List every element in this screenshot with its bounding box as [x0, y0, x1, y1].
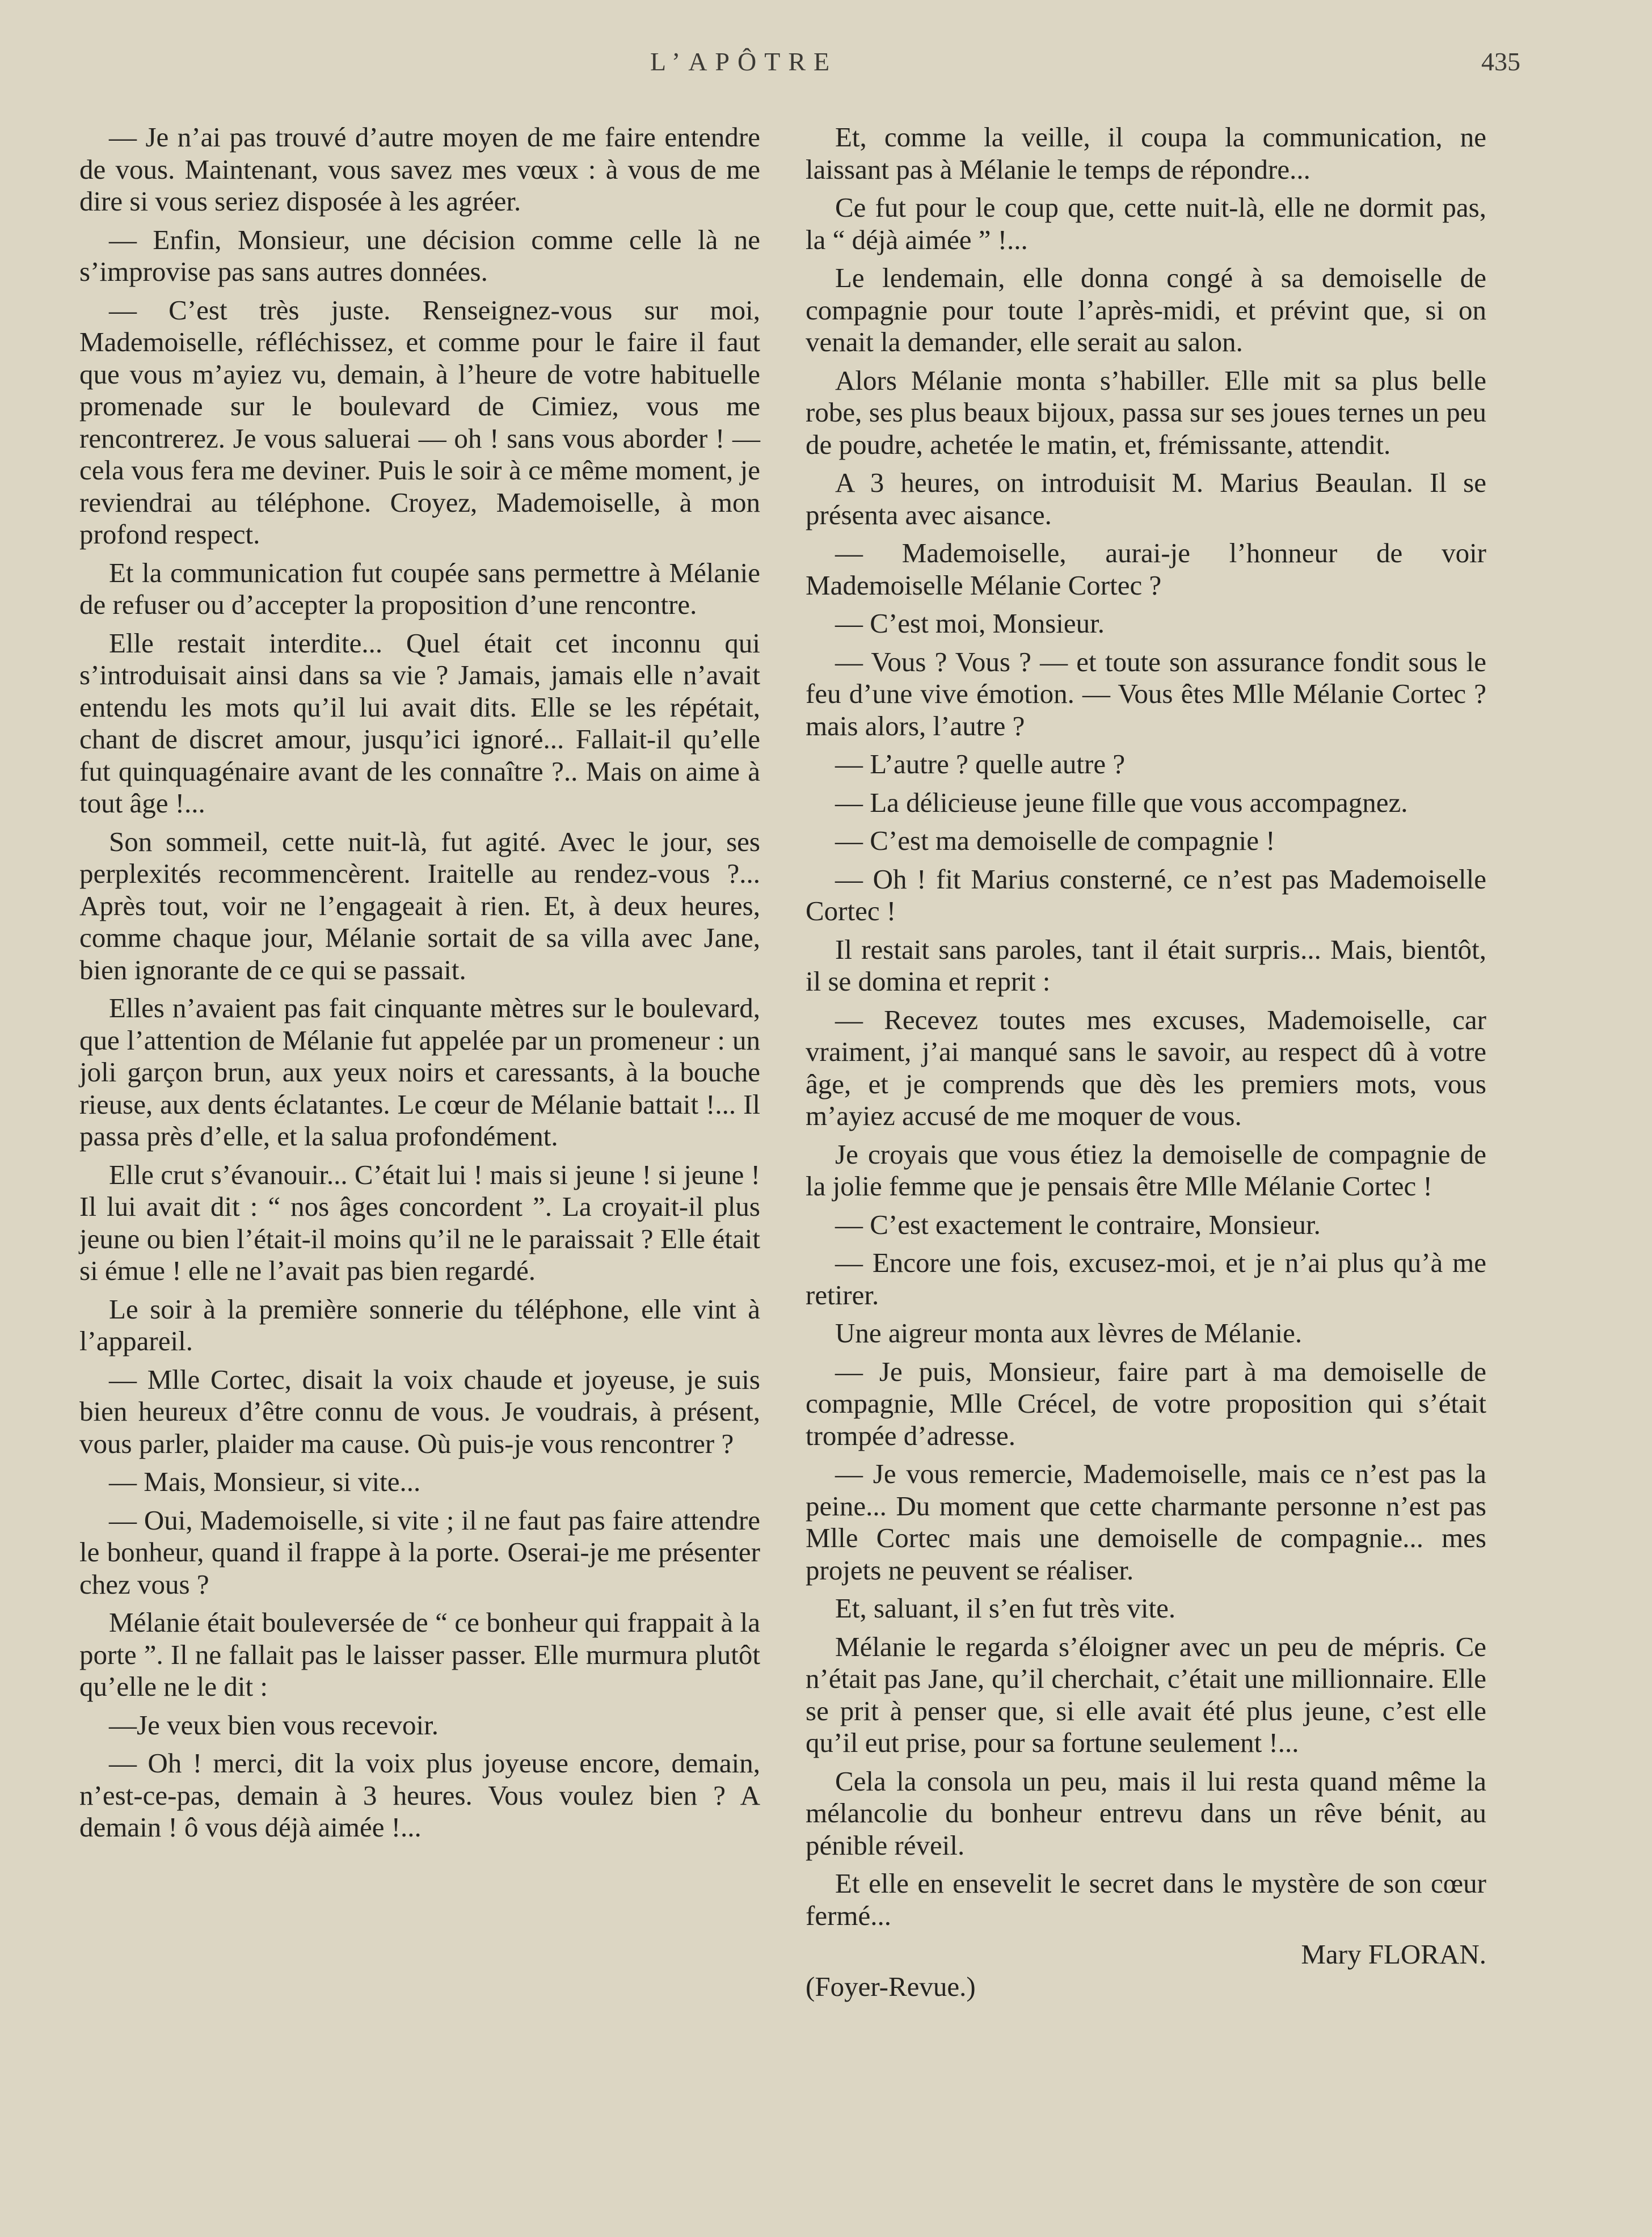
author-signature: Mary FLORAN.: [1301, 1939, 1486, 1970]
paragraph: Le soir à la première sonnerie du téléphone, elle vint à l’appareil.: [79, 1293, 760, 1356]
paragraph: Elles n’avaient pas fait cinquante mètres sur le boulevard, que l’attention de Mélanie fut appelée par un promeneur : un joli garçon brun, aux yeux noirs et caressants, à la bouche rieuse, aux dents éclatantes. Le cœur de Mélanie battait !... Il passa près d’elle, et la salua profondément.: [79, 992, 760, 1152]
paragraph: Ce fut pour le coup que, cette nuit-là, elle ne dormit pas, la “ déjà aimée ” !...: [806, 192, 1486, 255]
paragraph: — C’est très juste. Renseignez-vous sur moi, Mademoiselle, réfléchissez, et comme pour le faire il faut que vous m’ayiez vu, demain, à l’heure de votre habituelle promenade sur le boulevard de Cimiez, vous me rencontrerez. Je vous saluerai — oh ! sans vous aborder ! — cela vous fera me deviner. Puis le soir à ce même moment, je reviendrai au téléphone. Croyez, Mademoiselle, à mon profond respect.: [79, 294, 760, 550]
paragraph: — Enfin, Monsieur, une décision comme celle là ne s’improvise pas sans autres données.: [79, 224, 760, 287]
paragraph: — Mademoiselle, aurai-je l’honneur de voir Mademoiselle Mélanie Cortec ?: [806, 537, 1486, 601]
paragraph: Mélanie le regarda s’éloigner avec un peu de mépris. Ce n’était pas Jane, qu’il cherchait, c’était une millionnaire. Elle se prit à penser que, si elle avait été plus jeune, c’est elle qu’il eut prise, pour sa fortune seulement !...: [806, 1631, 1486, 1758]
paragraph: — Je puis, Monsieur, faire part à ma demoiselle de compagnie, Mlle Crécel, de votre proposition qui s’était trompée d’adresse.: [806, 1355, 1486, 1451]
page-number: 435: [1481, 47, 1520, 76]
paragraph: Mélanie était bouleversée de “ ce bonheur qui frappait à la porte ”. Il ne fallait pas le laisser passer. Elle murmura plutôt qu’elle ne le dit :: [79, 1607, 760, 1702]
paragraph: Je croyais que vous étiez la demoiselle de compagnie de la jolie femme que je pensais être Mlle Mélanie Cortec !: [806, 1138, 1486, 1202]
paragraph: —Je veux bien vous recevoir.: [109, 1709, 439, 1741]
right-column: [806, 121, 1486, 2003]
paragraph: Le lendemain, elle donna congé à sa demoiselle de compagnie pour toute l’après-midi, et prévint que, si on venait la demander, elle serait au salon.: [806, 262, 1486, 357]
paragraph: — L’autre ? quelle autre ?: [835, 748, 1126, 780]
paragraph: Alors Mélanie monta s’habiller. Elle mit sa plus belle robe, ses plus beaux bijoux, passa sur ses joues ternes un peu de poudre, achetée le matin, et, frémissante, attendit.: [806, 364, 1486, 460]
paragraph: — Oui, Mademoiselle, si vite ; il ne faut pas faire attendre le bonheur, quand il frappe à la porte. Oserai-je me présenter chez vous ?: [79, 1504, 760, 1600]
paragraph: Elle crut s’évanouir... C’était lui ! mais si jeune ! si jeune ! Il lui avait dit : “ nos âges concordent ”. La croyait-il plus jeune ou bien l’était-il moins qu’il ne le paraissait ? Elle était si émue ! elle ne l’avait pas bien regardé.: [79, 1158, 760, 1286]
paragraph: — Je vous remercie, Mademoiselle, mais ce n’est pas la peine... Du moment que cette charmante personne n’est pas Mlle Cortec mais une demoiselle de compagnie... mes projets ne peuvent se réaliser.: [806, 1458, 1486, 1586]
paragraph: Et elle en ensevelit le secret dans le mystère de son cœur fermé...: [806, 1868, 1486, 1931]
paragraph: — Vous ? Vous ? — et toute son assurance fondit sous le feu d’une vive émotion. — Vous êtes Mlle Mélanie Cortec ? mais alors, l’autre ?: [806, 646, 1486, 742]
paragraph: Son sommeil, cette nuit-là, fut agité. Avec le jour, ses perplexités recommencèrent. Iraitelle au rendez-vous ?... Après tout, voir ne l’engageait à rien. Et, à deux heures, comme chaque jour, Mélanie sortait de sa villa avec Jane, bien ignorante de ce qui se passait.: [79, 825, 760, 985]
paragraph: — Encore une fois, excusez-moi, et je n’ai plus qu’à me retirer.: [806, 1247, 1486, 1311]
paragraph: — Mais, Monsieur, si vite...: [109, 1466, 421, 1497]
paragraph: Cela la consola un peu, mais il lui resta quand même la mélancolie du bonheur entrevu dans un rêve bénit, au pénible réveil.: [806, 1765, 1486, 1861]
left-column: [79, 121, 760, 1844]
paragraph: — C’est moi, Monsieur.: [835, 608, 1105, 639]
paragraph: Et la communication fut coupée sans permettre à Mélanie de refuser ou d’accepter la proposition d’une rencontre.: [79, 557, 760, 620]
paragraph: — La délicieuse jeune fille que vous accompagnez.: [835, 786, 1408, 818]
paragraph: A 3 heures, on introduisit M. Marius Beaulan. Il se présenta avec aisance.: [806, 467, 1486, 530]
paragraph: — C’est exactement le contraire, Monsieur.: [835, 1208, 1321, 1240]
paragraph: — Oh ! fit Marius consterné, ce n’est pas Mademoiselle Cortec !: [806, 863, 1486, 926]
paragraph: — C’est ma demoiselle de compagnie !: [835, 825, 1275, 856]
paragraph: Et, comme la veille, il coupa la communication, ne laissant pas à Mélanie le temps de répondre...: [806, 121, 1486, 185]
paragraph: — Oh ! merci, dit la voix plus joyeuse encore, demain, n’est-ce-pas, demain à 3 heures. Vous voulez bien ? A demain ! ô vous déjà aimée !...: [79, 1747, 760, 1843]
paragraph: Elle restait interdite... Quel était cet inconnu qui s’introduisait ainsi dans sa vie ? Jamais, jamais elle n’avait entendu les mots qu’il lui avait dits. Elle se les répétait, chant de discret amour, jusqu’ici ignoré... Fallait-il qu’elle fut quinquagénaire avant de les connaître ?.. Mais on aime à tout âge !...: [79, 627, 760, 819]
paragraph: Une aigreur monta aux lèvres de Mélanie.: [835, 1317, 1303, 1349]
running-title: L’APÔTRE: [650, 47, 838, 76]
paragraph: — Je n’ai pas trouvé d’autre moyen de me faire entendre de vous. Maintenant, vous savez mes vœux : à vous de me dire si vous seriez disposée à les agréer.: [79, 121, 760, 217]
paragraph: — Mlle Cortec, disait la voix chaude et joyeuse, je suis bien heureux d’être connu de vous. Je voudrais, à présent, vous parler, plaider ma cause. Où puis-je vous rencontrer ?: [79, 1363, 760, 1459]
paragraph: — Recevez toutes mes excuses, Mademoiselle, car vraiment, j’ai manqué sans le savoir, au respect dû à votre âge, et je comprends que dès les premiers mots, vous m’ayiez accusé de me moquer de vous.: [806, 1004, 1486, 1131]
source-citation: (Foyer-Revue.): [806, 1970, 976, 2002]
paragraph: Il restait sans paroles, tant il était surpris... Mais, bientôt, il se domina et reprit :: [806, 933, 1486, 997]
paragraph: Et, saluant, il s’en fut très vite.: [835, 1593, 1176, 1624]
